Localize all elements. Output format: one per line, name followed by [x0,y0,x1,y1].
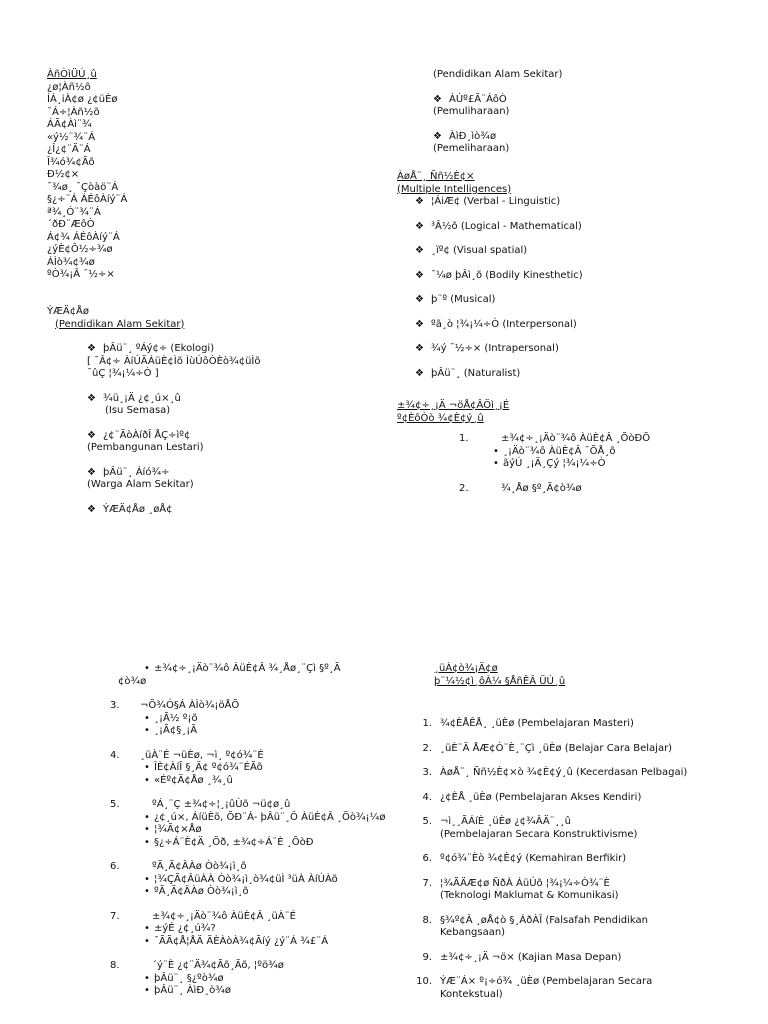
numbered-item: 2. ¸üÈ¨Ä ÅÆ¢Ó¨È¸¨Çì ¸üÈø (Belajar Cara Belajar) [422,742,673,754]
bullet-icon: • [144,774,150,786]
line: ¿Î¿¢¨Ä¨Á [47,144,91,155]
numbered-item: 3. ¬Õ¾Ó§Á ÀÌò¾¡öÅÕ • ¸¡Ã½ º¡õ • ¸¡Ã¢§¸¡Ã [110,700,240,736]
numbered-item: 5. ¬ì¸¸ÃÁíÈ ¸üÈø ¿¢¾ÂÄ¨¸¸û (Pembelajaran Secara Konstruktivisme) [422,816,638,840]
section-heading: ±¾¢÷¸¡Ä ¬öÅ¢ÂÖì¸¡É [397,400,510,411]
bullet-icon: • [144,725,150,736]
bullet-icon: • [144,873,150,885]
list-item: ❖ ÁÚº£Ã¨ÁôÒ (Pemuliharaan) [433,93,510,117]
line: ¯¾ø¸ ¯Çòàö¨Á [47,181,119,193]
diamond-bullet-icon: ❖ [87,466,96,478]
numbered-item: 5. ºÁ¸¨Ç ±¾¢÷¦¸¡ûÙõ ¬ü¢ø¸û • ¿¢¸ú×, ÁíüÈõ, ÕÐ¨Á- þÂü¨¸Ô ÀüÈ¢Â ¸Õò¾¡¼ø • ¦¾Ã¢×Åø • §¿÷Á¨È¢Ä ¸Õð, ±¾¢÷Á¨È ¸ÕòÐ [110,799,386,848]
numbered-item: 10. ÝÆ¨Á× º¡÷ó¾ ¸üÈø (Pembelajaran Secara Kontekstual) [416,976,653,1000]
diamond-bullet-icon: ❖ [415,269,424,281]
line: ÍÁ¸iÀ¢ø ¿¢üÈø [47,94,118,105]
list-item: ❖ ¾ü¸¡Ä ¿¢¸ú×¸û (Isu Semasa) [87,392,181,416]
future-skills-section [397,400,757,495]
bullet-icon: • [144,824,150,835]
list-item: ❖ ¾ý ¯½÷× (Intrapersonal) [415,343,559,354]
diamond-bullet-icon: ❖ [415,294,424,305]
diamond-bullet-icon: ❖ [433,130,442,142]
numbered-item: 1. ¾¢ÈÅÊÅ¸ ¸üÈø (Pembelajaran Masteri) [422,718,634,729]
section-heading: º¢ÈôÒò ¾¢È¢ý¸û [397,412,484,424]
line: Á¢¾ ÁÉôÀíý¨Á [47,231,120,243]
numbered-item: 7. ¦¾ÃÄÆ¢ø ÑðÀ ÁüÚõ ¦¾¡¼÷Ò¾¨È (Teknologi Maklumat & Komunikasi) [422,877,619,901]
line: §¿÷¨Á ÁÉôÀíý¨Á [47,194,128,205]
bullet-icon: • [144,712,150,724]
list-item: ❖ ÝÆÄ¢Åø ¸øÅ¢ [87,503,173,515]
right-bottom-list [410,663,755,1001]
diamond-bullet-icon: ❖ [415,196,424,207]
numbered-item: 1. ±¾¢÷¸¡Äò¨¾ô ÀüÈ¢Â ¸ÕòÐÕ • ¸¡Äò¨¾ô ÀüÈ¢Â ¯ÕÅ¸õ • ãýÚ ¸¡Ä¸Çý ¦¾¡¼÷Ò [459,433,651,469]
bullet-icon: • [144,811,150,823]
bullet-icon: • [144,985,150,996]
diamond-bullet-icon: ❖ [415,367,424,379]
section-title: ÀñÒìÜÚ¸û [47,69,97,80]
numbered-item: 8. ´ý¨È ¿¢¨Ä¾¢Ãõ¸Ãõ, ¦ºö¾ø • þÂü¨¸ §¿ºò¾ø • þÂü¨¸ ÀìÐ¸ò¾ø [110,960,284,996]
list-item: ❖ þÂü¨¸ ºÁý¢÷ (Ekologi) [ ¯Â¢÷ ÀíÚÃÁüÈ¢Ìõ ÌùÚôÒÈò¾¢üÌõ ¯ûÇ ¦¾¡¼÷Ò ] [87,343,261,379]
bullet-icon: • [493,445,499,457]
numbered-item: 6. ºÃ¸Ã¢ÂÀø Òò¾¡ì¸õ • ¦¾ÇÃ¢ÂüÀÀ Òò¾¡ì¸ò¾¢üÌ ³üÀ ÀíÚÀõ • ºÃ¸Ã¢ÂÀø Òò¾¡ì¸õ [110,861,338,897]
line: ¿ø¦Àñ½õ [47,81,91,93]
numbered-item: 2. ¾¸Åø §º¸Ã¢ò¾ø [459,482,582,494]
numbered-item: 9. ±¾¢÷¸¡Ä ¬ö× (Kajian Masa Depan) [422,951,622,963]
right-top-list [433,69,753,156]
list-item: ❖ ³Â½õ (Logical - Mathematical) [415,220,582,232]
list-item: ❖ ¯¼ø þÂì¸õ (Bodily Kinesthetic) [415,269,583,281]
diamond-bullet-icon: ❖ [415,318,424,330]
diamond-bullet-icon: ❖ [87,392,96,404]
numbered-item: 3. ÀøÅ¨¸ Ññ½È¢×ò ¾¢È¢ý¸û (Kecerdasan Pelbagai) [422,767,688,778]
list-item: ❖ ÀìÐ¸ìò¾ø (Pemeliharaan) [433,130,510,154]
left-bottom-list: • ±¾¢÷¸¡Äò¨¾ô ÀüÈ¢Â ¾¸Åø¸¨Çì §º¸Ã ¢ò¾ø 3. ¬Õ¾Ó§Á ÀÌò¾¡öÅÕ • ¸¡Ã½ º¡õ • ¸¡Ã¢§¸¡Ã 4. ¸üÀ¨É ¬üÈø, ¬ì¸ º¢ó¾¨É • ÎÈ¢ÀíÎ §¸Ä¢ º¢ó¾¨ÉÃõ • «Éº¢Ä¢Åø ¸¾¸û 5. ºÁ¸¨Ç ±¾¢÷¦¸¡ûÙõ ¬ü¢ø¸û • ¿¢¸ú×, ÁíüÈõ, ÕÐ¨Á- þÂü¨¸Ô ÀüÈ¢Â ¸Õò¾¡¼ø • ¦¾Ã¢×Åø • §¿÷Á¨È¢Ä ¸Õð, ±¾¢÷Á¨È ¸ÕòÐ 6. ºÃ¸Ã¢ÂÀø Òò¾¡ì¸õ • ¦¾ÇÃ¢ÂüÀÀ Òò¾¡ì¸ò¾¢üÌ ³üÀ ÀíÚÀõ • ºÃ¸Ã¢ÂÀø Òò¾¡ì¸õ 7. ±¾¢÷¸¡Äò¨¾ô ÀüÈ¢Â ¸üÀ¨É • ±ýÉ ¿¢¸ú¾? • ¯ÃÃ¢Å¦ÅÄ ÃÈÀòÀ¾¢Ãíý ¿ý¨Á ¾£¨Á 8. ´ý¨È ¿¢¨Ä¾¢Ãõ¸Ãõ, ¦ºö¾ø • þÂü¨¸ §¿ºò¾ø • þÂü¨¸ ÀìÐ¸ò¾ø [110,663,410,998]
numbered-item: 8. §¾º¢Â ¸øÅ¢ò §¸ÁðÀÎ (Falsafah Pendidikan Kebangsaan) [422,914,648,938]
diamond-bullet-icon: ❖ [87,343,96,354]
line: ÁÌò¾¢¾ø [47,256,95,268]
line: ¿ýÈ¢Ô½÷¾ø [47,244,113,255]
diamond-bullet-icon: ❖ [433,93,442,105]
bullet-icon: • [493,458,499,469]
line: ª¾¸Ó¨¾¨Á [47,206,101,218]
list-item: ❖ ¦ÁiÆ¢ (Verbal - Linguistic) [415,196,561,207]
bullet-icon: • [144,836,150,848]
numbered-item: 4. ¸üÀ¨É ¬üÈø, ¬ì¸ º¢ó¾¨É • ÎÈ¢ÀíÎ §¸Ä¢ º¢ó¾¨ÉÃõ • «Éº¢Ä¢Åø ¸¾¸û [110,749,264,786]
section-heading: ÝÆÄ¢Åø [47,306,90,317]
diamond-bullet-icon: ❖ [87,429,96,441]
line: Ð½¢× [47,169,80,180]
bullet-icon: • [144,935,150,947]
line: ÁÃ¢Àì¨¾ [47,119,92,130]
bullet-icon: • [144,972,150,984]
environment-section [47,306,377,516]
diamond-bullet-icon: ❖ [87,503,96,515]
numbered-item: 4. ¿¢ÈÅ ¸üÈø (Pembelajaran Akses Kendiri) [422,791,642,803]
diamond-bullet-icon: ❖ [415,245,424,256]
section-heading: ÀøÅ¨¸ Ññ½È¢× [397,171,475,182]
list-item: ❖ þÂü¨¸ Áíó¾÷ (Warga Alam Sekitar) [87,466,194,490]
bullet-icon: • [144,663,150,674]
list-item: ❖ ¿¢¨ÄòÀíðÎ ÅÇ÷ìº¢ (Pembangunan Lestari) [87,429,204,453]
list-item: ❖ ºã¸ò ¦¾¡¼÷Ò (Interpersonal) [415,318,577,330]
diamond-bullet-icon: ❖ [415,343,424,354]
line: ¯Á÷¦Àñ½õ [47,106,100,118]
list-item: ❖ þ¨º (Musical) [415,294,496,305]
left-top-list [47,69,347,282]
bullet-icon: • [144,923,150,934]
multiple-intelligences-section [397,171,757,380]
bullet-icon: • [144,762,150,773]
numbered-item: 6. º¢ó¾¨Èò ¾¢È¢ý (Kemahiran Berfikir) [422,853,627,864]
bullet-icon: • [144,886,150,897]
section-heading: ¸üÀ¢ò¾¡Ä¢ø [434,663,498,674]
section-heading-sub: (Pendidikan Alam Sekitar) [55,318,185,330]
line: ºÒ¾¡Â ¯½÷× [47,269,115,280]
section-heading-sub: (Multiple Intelligences) [397,183,512,195]
list-item: (Pendidikan Alam Sekitar) [433,69,563,80]
line: Î¾ó¾¢Ãõ [47,156,95,168]
line: ´ðÐ¨ÆôÒ [47,219,95,230]
section-heading: þ¨¼½¢ì¸ôÀ¼ §ÅñÊÂ ÜÚ¸û [434,675,566,687]
list-item: ❖ þÂü¨¸ (Naturalist) [415,367,521,379]
line: «ý½¨¾¨Á [47,131,96,143]
numbered-item: 7. ±¾¢÷¸¡Äò¨¾ô ÀüÈ¢Â ¸üÀ¨É • ±ýÉ ¿¢¸ú¾? • ¯ÃÃ¢Å¦ÅÄ ÃÈÀòÀ¾¢Ãíý ¿ý¨Á ¾£¨Á [110,910,329,947]
list-item: ❖ ¸ïº¢ (Visual spatial) [415,245,528,256]
diamond-bullet-icon: ❖ [415,220,424,232]
